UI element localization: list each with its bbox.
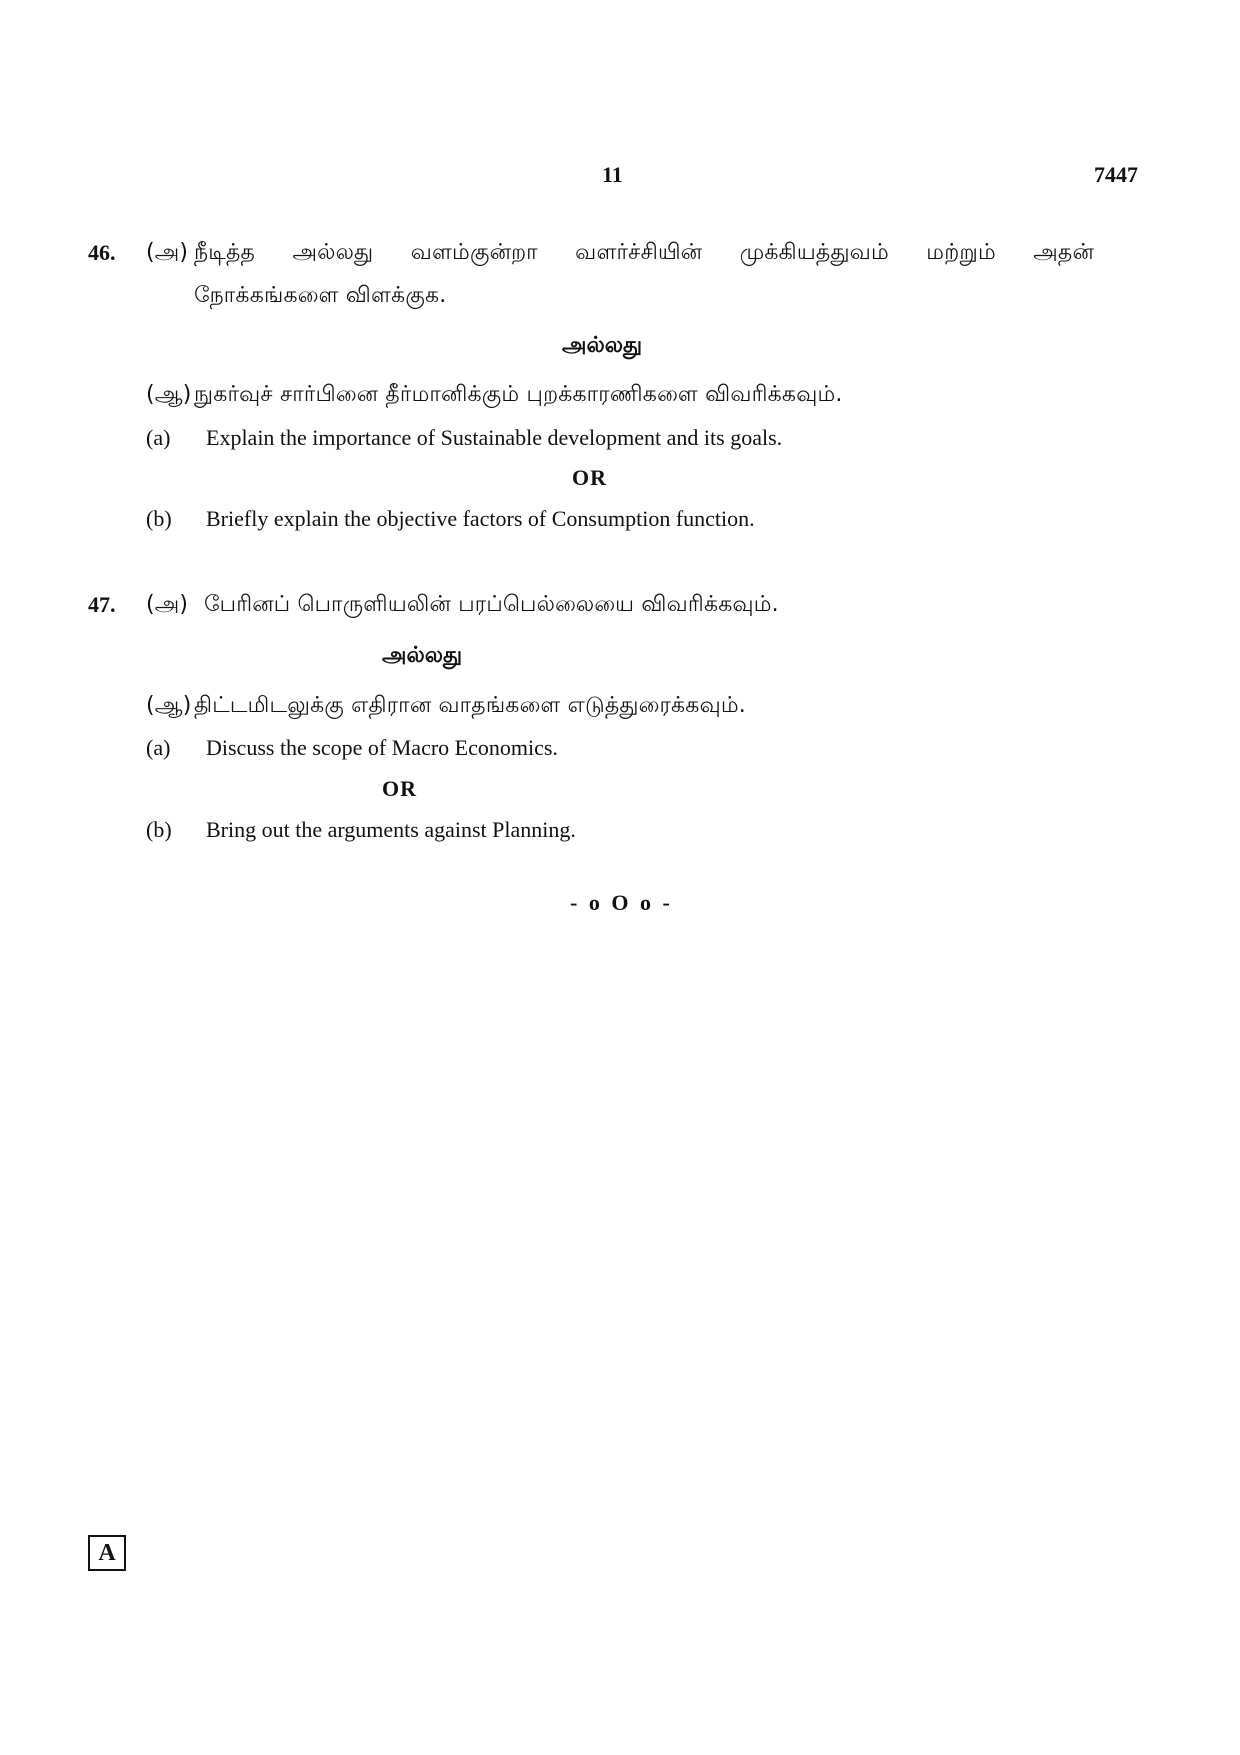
paper-code: 7447	[1094, 162, 1138, 187]
tamil-option-b: நுகர்வுச் சார்பினை தீர்மானிக்கும் புறக்காரணிகளை விவரிக்கவும்.	[194, 382, 843, 407]
tamil-option-b-prefix: (ஆ)	[146, 693, 192, 718]
question-number: 46.	[88, 240, 116, 265]
english-option-a: Explain the importance of Sustainable development and its goals.	[206, 425, 783, 450]
english-option-a-label: (a)	[146, 735, 171, 760]
series-box: A	[88, 1535, 126, 1571]
english-option-b: Bring out the arguments against Planning.	[206, 817, 576, 842]
tamil-option-b-prefix: (ஆ)	[146, 382, 192, 407]
english-option-b-label: (b)	[146, 506, 172, 531]
end-of-paper-mark: - o O o -	[570, 890, 673, 915]
tamil-option-b: திட்டமிடலுக்கு எதிரான வாதங்களை எடுத்துரைக்கவும்.	[194, 693, 746, 718]
english-or-divider: OR	[382, 776, 417, 801]
tamil-option-a-line1: நீடித்த அல்லது வளம்குன்றா வளர்ச்சியின் முக்கியத்துவம் மற்றும் அதன்	[194, 240, 1094, 265]
english-option-a: Discuss the scope of Macro Economics.	[206, 735, 558, 760]
english-option-b-label: (b)	[146, 817, 172, 842]
tamil-option-a-prefix: (அ)	[146, 592, 189, 617]
tamil-or-divider: அல்லது	[562, 333, 643, 358]
english-option-a-label: (a)	[146, 425, 171, 450]
english-or-divider: OR	[572, 465, 607, 490]
page-number: 11	[602, 162, 623, 187]
tamil-option-a-prefix: (அ)	[146, 240, 189, 265]
tamil-or-divider: அல்லது	[382, 643, 463, 668]
tamil-option-a-line1: பேரினப் பொருளியலின் பரப்பெல்லையை விவரிக்கவும்.	[204, 592, 779, 617]
question-number: 47.	[88, 592, 116, 617]
english-option-b: Briefly explain the objective factors of Consumption function.	[206, 506, 755, 531]
tamil-option-a-line2: நோக்கங்களை விளக்குக.	[194, 283, 447, 308]
